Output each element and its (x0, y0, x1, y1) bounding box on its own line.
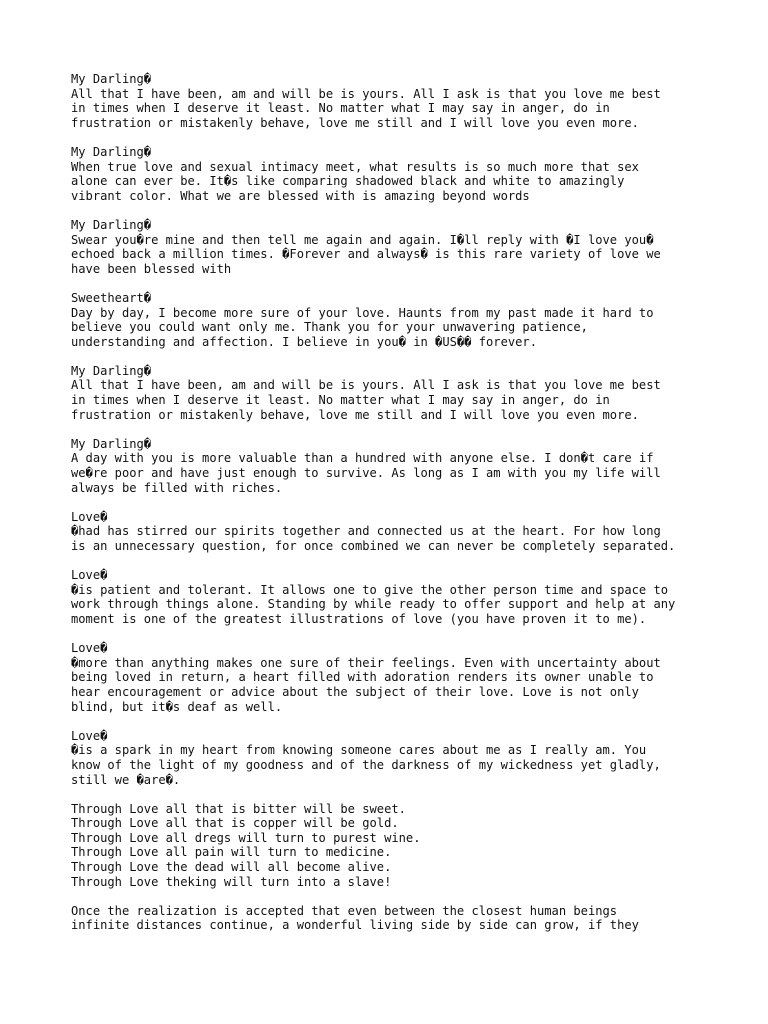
text-line: Swear you�re mine and then tell me again and again. I�ll reply with �I love you� (71, 232, 654, 247)
poem-block (71, 802, 731, 890)
text-line: is an unnecessary question, for once combined we can never be completely separated. (71, 539, 676, 553)
block-heading: My Darling� (71, 436, 152, 451)
poem-line: Through Love theking will turn into a slave! (71, 874, 392, 889)
closing-paragraph (71, 904, 731, 933)
poem-line: Through Love all pain will turn to medicine. (71, 845, 392, 860)
text-block-5 (71, 364, 731, 422)
text-block-6 (71, 437, 731, 495)
text-line: have been blessed with (71, 261, 232, 276)
text-block-9 (71, 641, 731, 714)
text-block-7 (71, 510, 731, 554)
text-line: alone can ever be. It�s like comparing shadowed black and white to amazingly (71, 174, 625, 189)
text-line: always be filled with riches. (71, 480, 283, 495)
text-block-3 (71, 218, 731, 276)
block-heading: My Darling� (71, 144, 152, 159)
text-line: �is patient and tolerant. It allows one to give the other person time and space to (71, 582, 669, 597)
text-line: �more than anything makes one sure of their feelings. Even with uncertainty about (71, 655, 661, 670)
poem-line: Through Love all dregs will turn to purest wine. (71, 830, 421, 845)
poem-line: Through Love all that is bitter will be sweet. (71, 801, 406, 816)
text-line: All that I have been, am and will be is yours. All I ask is that you love me best (71, 86, 661, 101)
block-heading: My Darling� (71, 363, 152, 378)
text-line: echoed back a million times. �Forever and always� is this rare variety of love we (71, 247, 661, 262)
text-line: Once the realization is accepted that even between the closest human beings (71, 903, 618, 918)
text-line: in times when I deserve it least. No matter what I may say in anger, do in (71, 101, 610, 116)
block-heading: Love� (71, 641, 108, 656)
text-line: vibrant color. What we are blessed with is amazing beyond words (71, 188, 530, 203)
text-block-2 (71, 145, 731, 203)
poem-line: Through Love the dead will all become alive. (71, 860, 392, 875)
text-line: Day by day, I become more sure of your love. Haunts from my past made it hard to (71, 305, 654, 320)
text-line: understanding and affection. I believe in you� in �US�� forever. (71, 334, 537, 349)
document-page (71, 72, 731, 948)
text-block-4 (71, 291, 731, 349)
block-heading: Sweetheart� (71, 290, 152, 305)
block-heading: Love� (71, 568, 108, 583)
text-line: hear encouragement or advice about the subject of their love. Love is not only (71, 684, 639, 699)
text-block-10 (71, 729, 731, 787)
text-line: being loved in return, a heart filled with adoration renders its owner unable to (71, 670, 654, 685)
text-block-1 (71, 72, 731, 130)
text-line: still we �are�. (71, 772, 181, 787)
text-line: infinite distances continue, a wonderful living side by side can grow, if they (71, 918, 639, 933)
text-line: �had has stirred our spirits together and connected us at the heart. For how long (71, 524, 661, 539)
text-line: in times when I deserve it least. No matter what I may say in anger, do in (71, 393, 610, 408)
text-line: frustration or mistakenly behave, love me still and I will love you even more. (71, 407, 639, 422)
text-line: A day with you is more valuable than a hundred with anyone else. I don�t care if (71, 451, 654, 466)
text-line: work through things alone. Standing by while ready to offer support and help at any (71, 597, 676, 612)
text-line: When true love and sexual intimacy meet, what results is so much more that sex (71, 159, 639, 174)
text-line: frustration or mistakenly behave, love me still and I will love you even more. (71, 115, 639, 130)
text-line: we�re poor and have just enough to survive. As long as I am with you my life will (71, 466, 661, 481)
poem-line: Through Love all that is copper will be gold. (71, 816, 399, 831)
text-line: moment is one of the greatest illustrations of love (you have proven it to me). (71, 611, 647, 626)
block-heading: Love� (71, 509, 108, 524)
text-line: know of the light of my goodness and of the darkness of my wickedness yet gladly, (71, 757, 661, 772)
block-heading: Love� (71, 728, 108, 743)
block-heading: My Darling� (71, 217, 152, 232)
block-heading: My Darling� (71, 72, 152, 86)
text-line: All that I have been, am and will be is yours. All I ask is that you love me best (71, 378, 661, 393)
text-line: �is a spark in my heart from knowing someone cares about me as I really am. You (71, 743, 647, 758)
text-line: believe you could want only me. Thank you for your unwavering patience, (71, 320, 588, 335)
text-block-8 (71, 568, 731, 626)
text-line: blind, but it�s deaf as well. (71, 699, 283, 714)
